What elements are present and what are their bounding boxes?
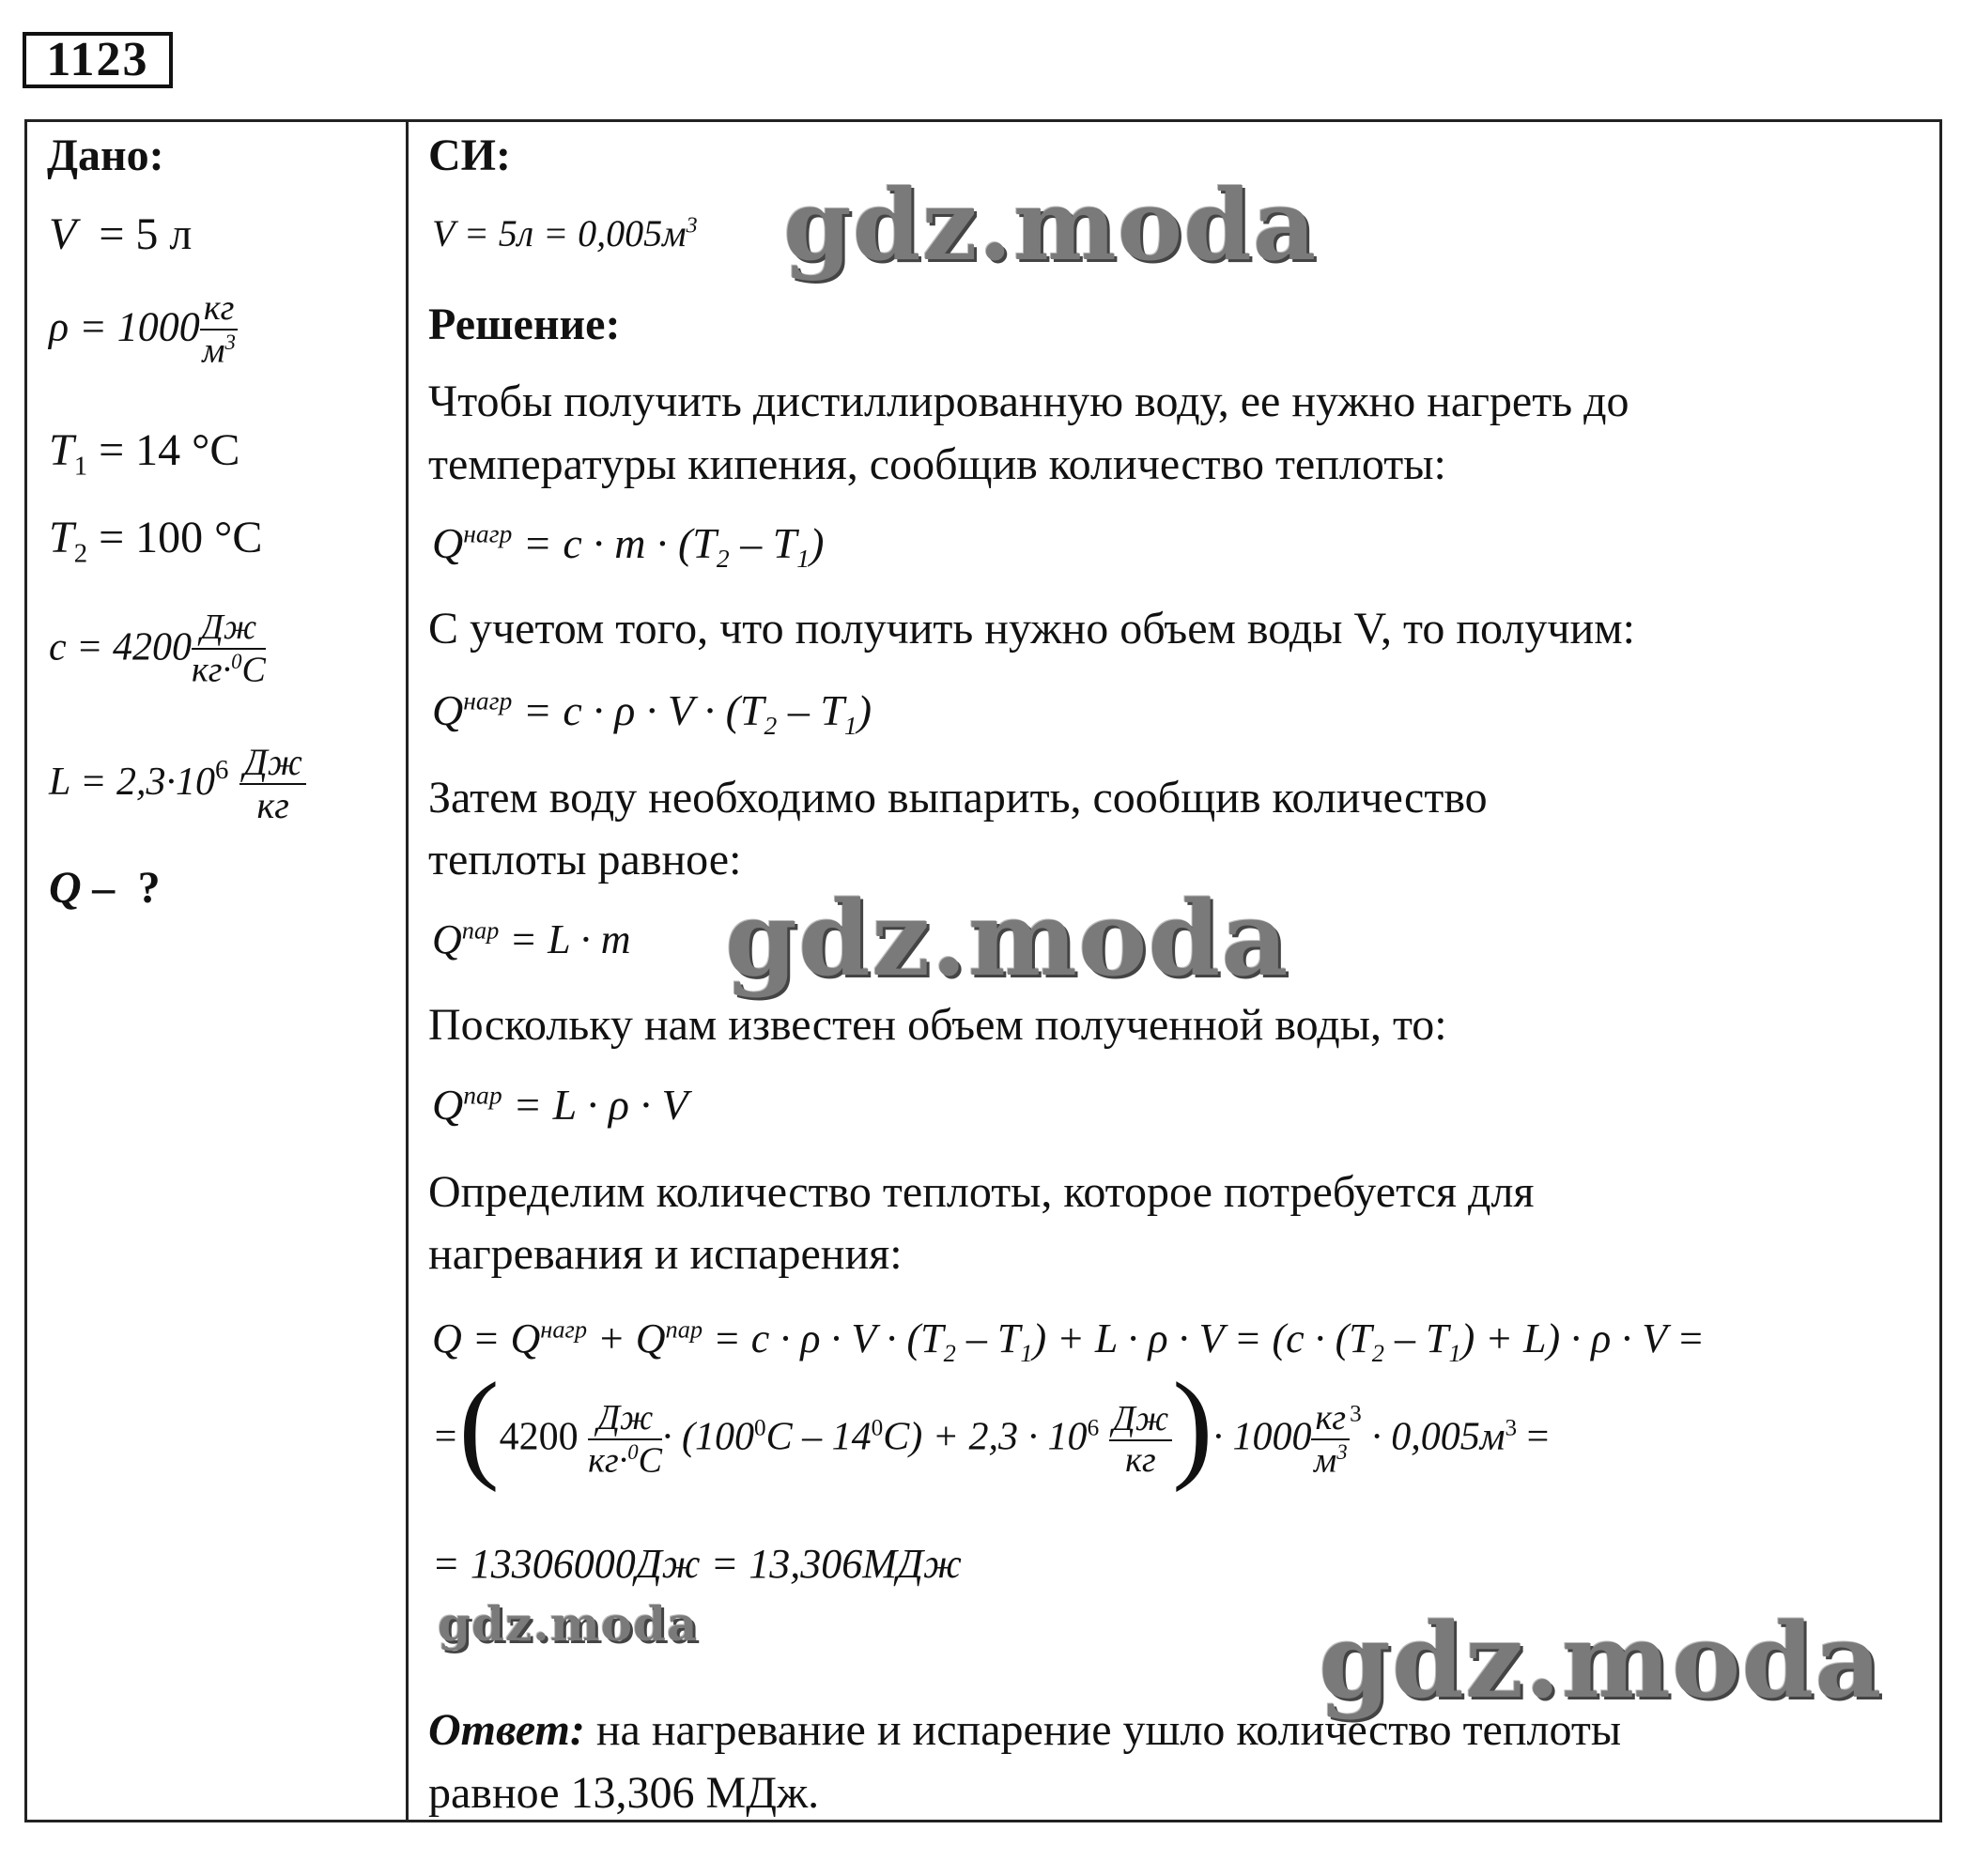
solution-text-3a: Затем воду необходимо выпарить, сообщив количество xyxy=(428,773,1488,823)
answer-line-1: Ответ: на нагревание и испарение ушло количество теплоты xyxy=(428,1705,1622,1755)
solution-text-1a: Чтобы получить дистиллированную воду, ее нужно нагреть до xyxy=(428,377,1629,426)
formula-substitution: =(4200 Дж кг·$^0$C · $(100^0C - 14^0C) + 2,3 \cdot 10^6$ Дж кг )· 1000 кг $м^3$ $^3 \cdot 0,005м^3$ = xyxy=(432,1358,1550,1494)
given-t1: $T_1 = 14$ °C xyxy=(49,425,240,482)
watermark: gdz.moda xyxy=(438,1596,699,1652)
solution-text-5a: Определим количество теплоты, которое потребуется для xyxy=(428,1167,1535,1217)
watermark: gdz.moda xyxy=(783,167,1318,283)
solution-text-5b: нагревания и испарения: xyxy=(428,1229,903,1279)
given-title: Дано: xyxy=(47,131,164,180)
formula-q-heat-mass: $Q^{нагр} = c \cdot m \cdot (T_2 - T_1)$ xyxy=(432,518,825,574)
solution-text-3b: теплоты равное: xyxy=(428,835,742,884)
watermark: gdz.moda xyxy=(1319,1600,1883,1721)
answer-line-2: равное 13,306 МДж. xyxy=(428,1768,820,1818)
given-density: ρ = 1000 кг $м^3$ xyxy=(49,289,238,371)
formula-result: = 13306000Дж = 13,306МДж xyxy=(432,1541,962,1587)
formula-q-heat-volume: $Q^{нагр} = c \cdot \rho \cdot V \cdot (T_2 - T_1)$ xyxy=(432,685,872,741)
given-latent-heat: $L = 2,3\cdot 10^6$ Дж кг xyxy=(49,742,306,826)
column-divider xyxy=(406,119,409,1822)
formula-q-total: $Q = Q^{нагр} + Q^{пар} = c \cdot \rho \cdot V \cdot (T_2 - T_1) + L \cdot \rho \cdot V = (c \cdot (T_2 - T_1) + L) \cdot \rho \cdot V$ = xyxy=(432,1315,1705,1367)
given-t2: $T_2 = 100$ °C xyxy=(49,513,263,569)
formula-q-vapor-mass: $Q^{пар} = L \cdot m$ xyxy=(432,915,631,962)
si-title: СИ: xyxy=(428,131,511,180)
given-heat-capacity: c = 4200 Дж кг·$^0$C xyxy=(49,607,266,690)
given-volume: V = 5 л xyxy=(49,209,193,259)
formula-q-vapor-volume: $Q^{пар} = L \cdot \rho \cdot V$ xyxy=(432,1080,688,1129)
solution-title: Решение: xyxy=(428,300,621,349)
given-find: Q – ? xyxy=(49,863,161,913)
solution-text-2: С учетом того, что получить нужно объем воды V, то получим: xyxy=(428,604,1635,654)
watermark: gdz.moda xyxy=(725,878,1289,999)
solution-text-4: Поскольку нам известен объем полученной воды, то: xyxy=(428,1000,1447,1050)
solution-text-1b: температуры кипения, сообщив количество теплоты: xyxy=(428,439,1446,489)
problem-number: 1123 xyxy=(23,32,173,88)
si-conversion: $V = 5л = 0,005м^3$ xyxy=(432,212,698,254)
